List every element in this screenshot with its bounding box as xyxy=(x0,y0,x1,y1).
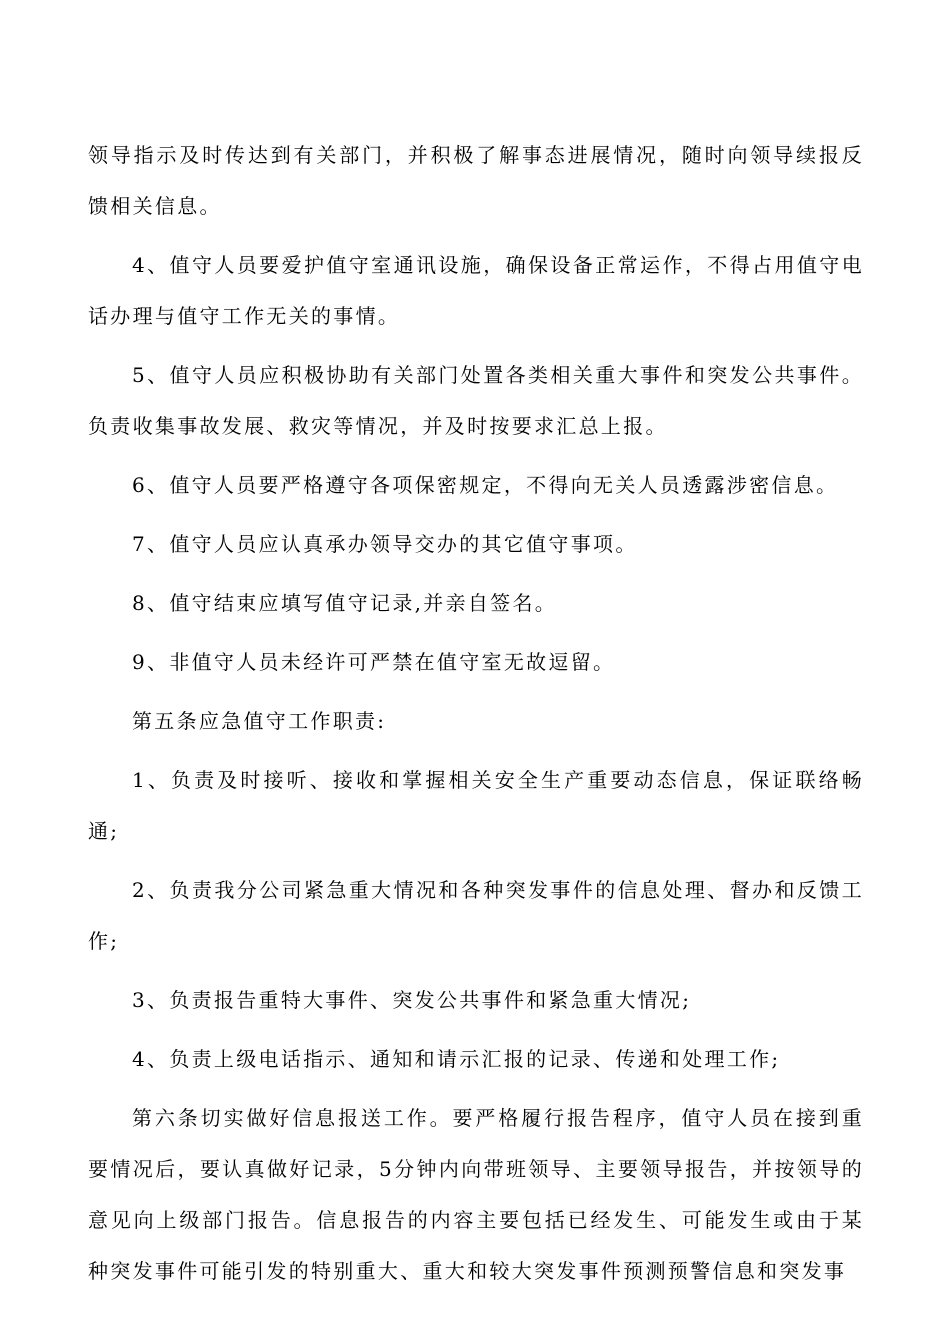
paragraph-item-7: 7、值守人员应认真承办领导交办的其它值守事项。 xyxy=(132,532,638,556)
duty-item-4: 4、负责上级电话指示、通知和请示汇报的记录、传递和处理工作; xyxy=(132,1047,781,1071)
paragraph-item-5: 5、值守人员应积极协助有关部门处置各类相关重大事件和突发公共事件。负责收集事故发展、救灾等情况，并及时按要求汇总上报。 xyxy=(88,363,864,438)
duty-item-3: 3、负责报告重特大事件、突发公共事件和紧急重大情况; xyxy=(132,988,692,1012)
paragraph-item-9: 9、非值守人员未经许可严禁在值守室无故逗留。 xyxy=(132,650,616,674)
paragraph-item-8: 8、值守结束应填写值守记录,并亲自签名。 xyxy=(132,591,558,615)
document-body xyxy=(88,130,864,1305)
article-5-heading: 第五条应急值守工作职责: xyxy=(132,709,387,733)
duty-item-2: 2、负责我分公司紧急重大情况和各种突发事件的信息处理、督办和反馈工作; xyxy=(88,878,864,953)
article-6-paragraph: 第六条切实做好信息报送工作。要严格履行报告程序，值守人员在接到重要情况后，要认真做好记录，5分钟内向带班领导、主要领导报告，并按领导的意见向上级部门报告。信息报告的内容主要包括已经发生、可能发生或由于某种突发事件可能引发的特别重大、重大和较大突发事件预测预警信息和突发事 xyxy=(88,1106,864,1283)
duty-item-1: 1、负责及时接听、接收和掌握相关安全生产重要动态信息，保证联络畅通; xyxy=(88,768,864,843)
paragraph-item-4: 4、值守人员要爱护值守室通讯设施，确保设备正常运作，不得占用值守电话办理与值守工作无关的事情。 xyxy=(88,253,864,328)
paragraph-item-6: 6、值守人员要严格遵守各项保密规定，不得向无关人员透露涉密信息。 xyxy=(132,473,839,497)
paragraph-continuation: 领导指示及时传达到有关部门，并积极了解事态进展情况，随时向领导续报反馈相关信息。 xyxy=(88,143,864,218)
